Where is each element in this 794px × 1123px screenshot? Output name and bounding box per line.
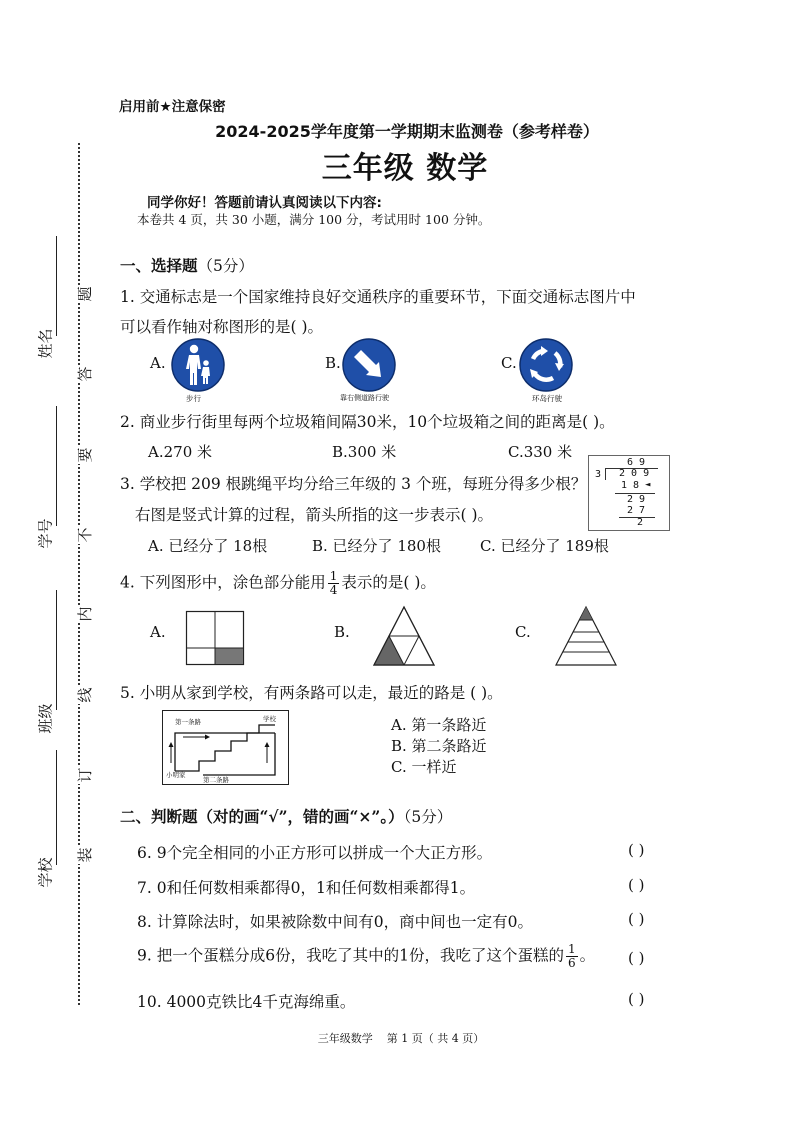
judge-item-9-after: 。 (579, 946, 596, 965)
q5-route-map (162, 710, 289, 785)
seal-char: 题 (76, 286, 94, 302)
seal-char: 装 (76, 847, 94, 863)
q3-line2: 右图是竖式计算的过程，箭头所指的这一步表示( )。 (135, 506, 494, 524)
pedestrian-sign-icon (171, 338, 225, 392)
division-step2: 2 9 (627, 494, 646, 505)
judge-item-9-fraction-den: 6 (567, 956, 576, 970)
judge-answer-10[interactable]: ( ) (628, 990, 645, 1008)
subject-title: 三年级 数学 (321, 151, 489, 186)
section2-heading (120, 805, 452, 827)
q2-option-a: A.270 米 (148, 443, 212, 461)
judge-item-10: 10. 4000克铁比4千克海绵重。 (137, 993, 356, 1011)
judge-answer-7[interactable]: ( ) (628, 876, 645, 894)
q4-text-after: 表示的是( )。 (341, 573, 436, 592)
q4-figure-c (555, 606, 617, 666)
q4-figure-b (373, 606, 435, 666)
q4-text-before: 4. 下列图形中，涂色部分能用 (120, 573, 326, 592)
judge-item-6: 6. 9个完全相同的小正方形可以拼成一个大正方形。 (137, 844, 493, 862)
exam-title: 2024-2025学年度第一学期期末监测卷（参考样卷） (215, 122, 599, 141)
roundabout-sign-icon (519, 338, 573, 392)
name-field-line (56, 236, 57, 336)
q2-option-c: C.330 米 (508, 443, 573, 461)
judge-answer-9[interactable]: ( ) (628, 949, 645, 967)
seal-char: 内 (76, 606, 94, 622)
division-step3: 2 7 (627, 505, 646, 516)
q1-option-b-caption: 靠右侧道路行驶 (340, 394, 389, 402)
section1-heading (120, 254, 254, 276)
q4-fraction (328, 570, 340, 597)
division-step1: 1 8 (621, 480, 640, 491)
school-field-label: 学校 (36, 857, 55, 888)
q3-line1: 3. 学校把 209 根跳绳平均分给三年级的 3 个班，每班分得多少根？ (120, 475, 587, 493)
long-division-figure (588, 455, 670, 531)
q1-option-a-label: A. (150, 354, 166, 372)
q5-option-a: A. 第一条路近 (391, 716, 487, 734)
q4-option-c-label: C. (515, 623, 531, 641)
seal-char: 答 (76, 366, 94, 382)
confidential-label: 启用前★注意保密 (119, 99, 226, 115)
q1-line1: 1. 交通标志是一个国家维持良好交通秩序的重要环节，下面交通标志图片中 (120, 288, 636, 306)
seal-char: 不 (76, 527, 94, 543)
greeting-text: 同学你好！答题前请认真阅读以下内容: (147, 195, 382, 211)
section2-score: （5分） (403, 808, 453, 826)
instructions-text: 本卷共 4 页，共 30 小题，满分 100 分，考试用时 100 分钟。 (137, 212, 491, 227)
q3-option-c: C. 已经分了 189根 (480, 537, 609, 555)
judge-item-9-fraction (566, 943, 578, 970)
judge-answer-8[interactable]: ( ) (628, 910, 645, 928)
q4-option-b-label: B. (334, 623, 350, 641)
q4-fraction-den: 4 (329, 583, 338, 597)
seal-char: 订 (76, 767, 94, 783)
judge-answer-6[interactable]: ( ) (628, 841, 645, 859)
division-remainder: 2 (637, 517, 644, 528)
class-field-label: 班级 (36, 703, 55, 734)
q5-route2-label: 第二条路 (203, 776, 229, 784)
judge-item-9-before: 9. 把一个蛋糕分成6份，我吃了其中的1份，我吃了这个蛋糕的 (137, 946, 564, 965)
binding-dotted-line (78, 143, 80, 1005)
q4-fraction-num: 1 (329, 569, 338, 583)
division-quotient: 6 9 (627, 457, 646, 468)
q5-route1-label: 第一条路 (175, 718, 201, 726)
q2-text: 2. 商业步行街里每两个垃圾箱间隔30米，10个垃圾箱之间的距离是( )。 (120, 413, 615, 431)
judge-item-9 (137, 943, 595, 970)
q5-school-label: 学校 (263, 715, 276, 723)
judge-item-9-fraction-num: 1 (567, 942, 576, 956)
student-id-field-label: 学号 (36, 518, 55, 549)
q1-option-a-caption: 步行 (186, 394, 201, 403)
q1-option-c-caption: 环岛行驶 (532, 394, 562, 403)
q1-option-b-label: B. (325, 354, 341, 372)
school-field-line (56, 750, 57, 865)
q3-option-b: B. 已经分了 180根 (312, 537, 441, 555)
division-dividend: 2 0 9 (619, 468, 650, 479)
q5-option-c: C. 一样近 (391, 758, 457, 776)
q3-option-a: A. 已经分了 18根 (148, 537, 268, 555)
section2-heading-text: 二、判断题（对的画“√”，错的画“×”。） (120, 807, 404, 826)
student-id-field-line (56, 406, 57, 526)
q1-option-c-label: C. (501, 354, 517, 372)
q4-text (120, 570, 436, 597)
seal-char: 线 (76, 687, 94, 703)
page-footer: 三年级数学 第 1 页（ 共 4 页） (317, 1032, 485, 1045)
class-field-line (56, 590, 57, 710)
q4-option-a-label: A. (150, 623, 166, 641)
q2-option-b: B.300 米 (332, 443, 397, 461)
judge-item-8: 8. 计算除法时，如果被除数中间有0，商中间也一定有0。 (137, 913, 533, 931)
division-arrow: ◄ (645, 480, 651, 490)
section1-heading-text: 一、选择题 (120, 256, 198, 275)
keep-right-sign-icon (342, 338, 396, 392)
q1-line2: 可以看作轴对称图形的是( )。 (120, 318, 324, 336)
q5-text: 5. 小明从家到学校，有两条路可以走，最近的路是 ( )。 (120, 684, 503, 702)
seal-char: 要 (76, 447, 94, 463)
section1-score: （5分） (197, 257, 254, 275)
judge-item-7: 7. 0和任何数相乘都得0，1和任何数相乘都得1。 (137, 879, 476, 897)
q4-figure-a (186, 611, 244, 665)
name-field-label: 姓名 (36, 328, 55, 359)
q5-option-b: B. 第二条路近 (391, 737, 487, 755)
q5-home-label: 小明家 (166, 771, 186, 779)
division-divisor: 3 (595, 469, 602, 480)
